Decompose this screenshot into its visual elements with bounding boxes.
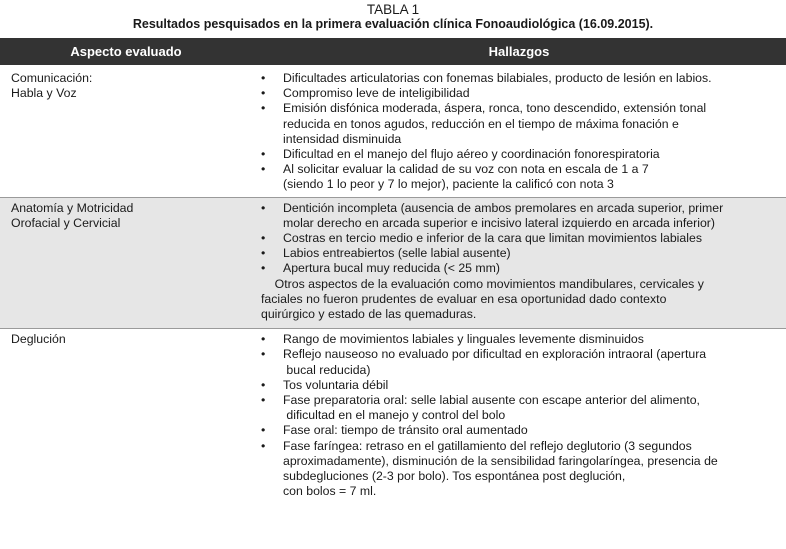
- aspect-line: Orofacial y Cervicial: [11, 215, 121, 230]
- finding-line: Emisión disfónica moderada, áspera, ronca, tono descendido, extensión tonal: [283, 101, 707, 116]
- finding-line: (siendo 1 lo peor y 7 lo mejor), paciente la calificó con nota 3: [283, 177, 614, 192]
- finding-item: [261, 439, 786, 500]
- bullet-icon: •: [261, 200, 266, 215]
- bullet-icon: •: [261, 332, 266, 347]
- finding-line: Dificultades articulatorias con fonemas bilabiales, producto de lesión en labios.: [283, 71, 712, 85]
- aspect-cell: [0, 332, 248, 499]
- finding-line: dificultad en el manejo y control del bolo: [283, 408, 506, 423]
- finding-line: Apertura bucal muy reducida (< 25 mm): [283, 261, 500, 276]
- findings-cell: [248, 71, 786, 193]
- aspect-line: Habla y Voz: [11, 86, 77, 101]
- aspect-line: Deglución: [11, 332, 66, 347]
- bullet-icon: •: [261, 147, 266, 162]
- bullet-icon: •: [261, 71, 266, 85]
- aspect-line: Comunicación:: [11, 71, 93, 85]
- finding-item: [261, 162, 786, 192]
- finding-line: Costras en tercio medio e inferior de la cara que limitan movimientos labiales: [283, 231, 702, 246]
- bullet-icon: •: [261, 101, 266, 116]
- table-header: [0, 38, 786, 65]
- table-row: [0, 198, 786, 329]
- finding-line: Compromiso leve de inteligibilidad: [283, 86, 470, 101]
- finding-line: Rango de movimientos labiales y linguales levemente disminuidos: [283, 332, 644, 347]
- finding-item: [261, 261, 786, 276]
- bullet-icon: •: [261, 261, 266, 276]
- finding-item: [261, 393, 786, 423]
- table-caption: [0, 2, 786, 32]
- table-subtitle: Resultados pesquisados en la primera evaluación clínica Fonoaudiológica (16.09.2015).: [132, 17, 654, 31]
- findings-cell: [248, 332, 786, 499]
- bullet-icon: •: [261, 423, 266, 438]
- finding-line: Labios entreabiertos (selle labial ausente): [283, 246, 511, 261]
- finding-line: Al solicitar evaluar la calidad de su voz con nota en escala de 1 a 7: [283, 162, 649, 177]
- finding-item: [261, 101, 786, 147]
- bullet-icon: •: [261, 86, 266, 101]
- finding-line: bucal reducida): [283, 362, 371, 377]
- finding-line: Fase preparatoria oral: selle labial ausente con escape anterior del alimento,: [283, 393, 700, 408]
- finding-line: Fase oral: tiempo de tránsito oral aumentado: [283, 423, 528, 438]
- findings-paragraph: [261, 277, 786, 323]
- header-findings: Hallazgos: [488, 44, 550, 59]
- findings-table: [0, 38, 786, 503]
- finding-line: reducida en tonos agudos, reducción en el tiempo de máxima fonación e: [283, 116, 679, 131]
- aspect-line: Anatomía y Motricidad: [11, 200, 134, 215]
- finding-item: [261, 71, 786, 86]
- finding-item: [261, 423, 786, 438]
- finding-line: Tos voluntaria débil: [283, 377, 389, 392]
- paragraph-line: quirúrgico y estado de las quemaduras.: [261, 307, 477, 322]
- table-title: TABLA 1: [366, 2, 420, 17]
- finding-line: Dificultad en el manejo del flujo aéreo y coordinación fonorespiratoria: [283, 147, 660, 162]
- findings-list: [261, 332, 786, 499]
- bullet-icon: •: [261, 438, 266, 453]
- finding-item: [261, 147, 786, 162]
- bullet-icon: •: [261, 246, 266, 261]
- finding-line: aproximadamente), disminución de la sensibilidad faringolaríngea, presencia de: [283, 453, 718, 468]
- findings-list: [261, 201, 786, 277]
- table-body: [0, 65, 786, 503]
- aspect-cell: [0, 71, 248, 193]
- finding-item: [261, 347, 786, 377]
- bullet-icon: •: [261, 393, 266, 408]
- finding-item: [261, 231, 786, 246]
- table-row: [0, 65, 786, 197]
- finding-item: [261, 378, 786, 393]
- finding-line: molar derecho en arcada superior e incisivo lateral izquierdo en arcada inferior): [283, 215, 715, 230]
- finding-line: subdegluciones (2-3 por bolo). Tos espontánea post deglución,: [283, 469, 626, 484]
- aspect-cell: [0, 201, 248, 323]
- header-aspect: Aspecto evaluado: [70, 44, 182, 59]
- bullet-icon: •: [261, 377, 266, 392]
- finding-item: [261, 332, 786, 347]
- table-row: [0, 329, 786, 503]
- finding-line: con bolos = 7 ml.: [283, 484, 377, 499]
- bullet-icon: •: [261, 231, 266, 246]
- bullet-icon: •: [261, 347, 266, 362]
- bullet-icon: •: [261, 162, 266, 177]
- paragraph-line: Otros aspectos de la evaluación como movimientos mandibulares, cervicales y: [261, 276, 704, 291]
- finding-line: Fase faríngea: retraso en el gatillamiento del reflejo deglutorio (3 segundos: [283, 438, 692, 453]
- findings-cell: [248, 201, 786, 323]
- finding-item: [261, 86, 786, 101]
- paragraph-line: faciales no fueron prudentes de evaluar en esa oportunidad dado contexto: [261, 291, 667, 306]
- finding-item: [261, 246, 786, 261]
- finding-line: intensidad disminuida: [283, 131, 402, 146]
- finding-line: Reflejo nauseoso no evaluado por dificultad en exploración intraoral (apertura: [283, 347, 707, 362]
- finding-item: [261, 201, 786, 231]
- finding-line: Dentición incompleta (ausencia de ambos premolares en arcada superior, primer: [283, 200, 724, 215]
- findings-list: [261, 71, 786, 193]
